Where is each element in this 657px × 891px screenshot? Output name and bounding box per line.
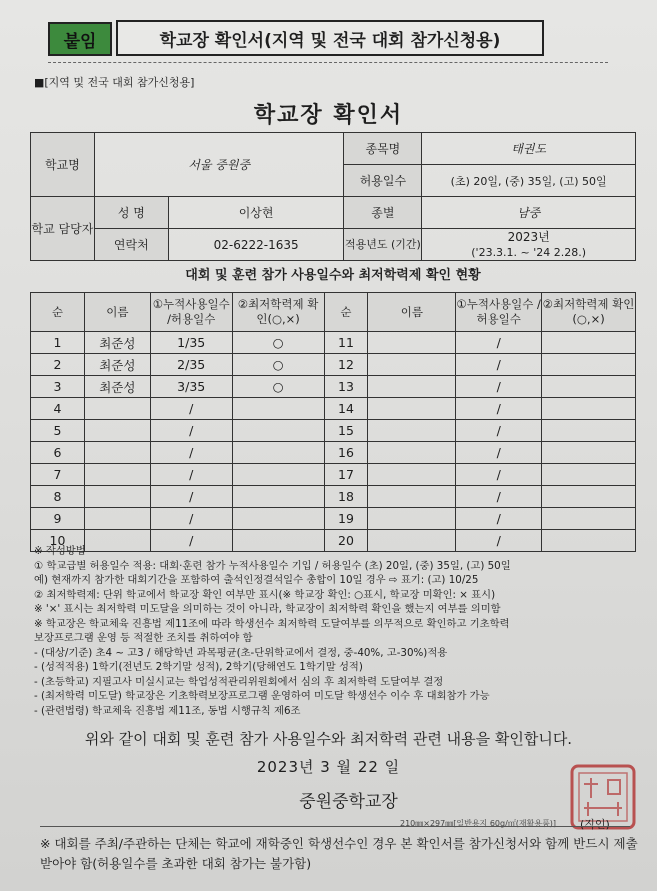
- cell-no: 8: [31, 486, 85, 508]
- cell-name: [368, 464, 456, 486]
- cell-no: 10: [31, 530, 85, 552]
- cell-days: /: [150, 464, 232, 486]
- table-row: [31, 464, 636, 486]
- year-label: 적용년도 (기간): [344, 229, 422, 261]
- cell-academic: [542, 332, 636, 354]
- cell-academic: [542, 354, 636, 376]
- header-divider: [48, 62, 608, 63]
- note-line: ※ 학교장은 학교체육 진흥법 제11조에 따라 학생선수 최저학력 도달여부를 의무적으로 확인하고 기초학력: [34, 617, 510, 630]
- cell-days: 2/35: [150, 354, 232, 376]
- header-title: 학교장 확인서(지역 및 전국 대회 참가신청용): [116, 20, 544, 56]
- cell-name: [368, 354, 456, 376]
- cell-academic: ○: [232, 332, 324, 354]
- cell-academic: [542, 464, 636, 486]
- table-row: [31, 376, 636, 398]
- cell-name: 최준성: [84, 376, 150, 398]
- cell-academic: [232, 420, 324, 442]
- cell-days: /: [150, 420, 232, 442]
- cell-academic: [232, 442, 324, 464]
- note-line: ※ '×' 표시는 최저학력 미도달을 의미하는 것이 아니라, 학교장이 최저학력 확인을 했는지 여부를 의미함: [34, 603, 501, 615]
- footer-note: ※ 대회를 주최/주관하는 단체는 학교에 재학중인 학생선수인 경우 본 확인서를 참가신청서와 함께 반드시 제출받아야 함(허용일수를 초과한 대회 참가는 불가함): [40, 836, 638, 871]
- cell-academic: [232, 508, 324, 530]
- cell-academic: [542, 442, 636, 464]
- cell-days: 1/35: [150, 332, 232, 354]
- cell-academic: [232, 398, 324, 420]
- event-value: 태권도: [422, 133, 636, 165]
- category-value: 남중: [422, 197, 636, 229]
- year-cell: [422, 229, 636, 261]
- header-no: 순: [31, 293, 85, 332]
- cell-name: [84, 442, 150, 464]
- contact-label: 학교 담당자: [31, 197, 95, 261]
- cell-no: 20: [324, 530, 368, 552]
- footer-divider: [40, 826, 630, 827]
- cell-no: 12: [324, 354, 368, 376]
- cell-no: 2: [31, 354, 85, 376]
- cell-days: /: [150, 486, 232, 508]
- paper-size: 210㎜×297㎜[일반용지 60g/㎡(재활용품)]: [400, 819, 557, 828]
- cell-no: 11: [324, 332, 368, 354]
- cell-no: 18: [324, 486, 368, 508]
- note-line: 예) 현재까지 참가한 대회기간을 포함하여 출석인정결석일수 총합이 10일 경우 ⇨ 표기: (고) 10/25: [34, 574, 479, 586]
- cell-days: /: [456, 508, 542, 530]
- cell-no: 1: [31, 332, 85, 354]
- name-label: 성 명: [94, 197, 168, 229]
- usage-title: 대회 및 훈련 참가 사용일수와 최저학력제 확인 현황: [185, 268, 481, 283]
- writing-instructions: [34, 544, 634, 718]
- cell-academic: [542, 398, 636, 420]
- name-value: 이상현: [168, 197, 344, 229]
- usage-table: [30, 292, 636, 552]
- cell-no: 3: [31, 376, 85, 398]
- header-academic: ②최저학력제 확인(○,×): [542, 293, 636, 332]
- school-label: 학교명: [31, 133, 95, 197]
- category-label: 종별: [344, 197, 422, 229]
- cell-days: /: [150, 398, 232, 420]
- cell-name: 최준성: [84, 332, 150, 354]
- header-days: ①누적사용일수 /허용일수: [150, 293, 232, 332]
- cell-days: /: [456, 486, 542, 508]
- year-value: 2023년: [507, 229, 550, 244]
- cell-days: /: [456, 530, 542, 552]
- school-value: 서울 중원중: [94, 133, 344, 197]
- cell-no: 13: [324, 376, 368, 398]
- header-no: 순: [324, 293, 368, 332]
- cell-no: 6: [31, 442, 85, 464]
- note-line: 보장프로그램 운영 등 적절한 조치를 취하여야 함: [34, 632, 253, 644]
- event-label: 종목명: [344, 133, 422, 165]
- cell-name: [368, 420, 456, 442]
- cell-academic: [542, 376, 636, 398]
- cell-academic: [542, 508, 636, 530]
- cell-academic: [232, 464, 324, 486]
- attachment-tag: 붙임: [48, 22, 112, 56]
- cell-no: 15: [324, 420, 368, 442]
- cell-days: /: [150, 442, 232, 464]
- cell-name: [368, 486, 456, 508]
- table-row: [31, 332, 636, 354]
- note-line: - (최저학력 미도달) 학교장은 기초학력보장프로그램 운영하여 미도달 학생선수 이수 후 대회참가 가능: [34, 690, 490, 702]
- cell-no: 9: [31, 508, 85, 530]
- cell-academic: [232, 486, 324, 508]
- cell-no: 5: [31, 420, 85, 442]
- note-line: ① 학교급별 허용일수 적용: 대회·훈련 참가 누적사용일수 기입 / 허용일수 (초) 20일, (중) 35일, (고) 50일: [34, 559, 511, 572]
- cell-name: [368, 332, 456, 354]
- header-academic: ②최저학력제 확인(○,×): [232, 293, 324, 332]
- sign-date: 2023년 3 월 22 일: [256, 758, 401, 776]
- cell-name: [368, 508, 456, 530]
- cell-no: 19: [324, 508, 368, 530]
- cell-days: /: [456, 464, 542, 486]
- cell-days: /: [456, 442, 542, 464]
- note-line: - (대상/기준) 초4 ~ 고3 / 해당학년 과목평균(초-단위학교에서 결정, 중-40%, 고-30%)적용: [34, 646, 448, 659]
- cell-days: /: [456, 398, 542, 420]
- cell-no: 16: [324, 442, 368, 464]
- cell-name: [84, 464, 150, 486]
- header-days: ①누적사용일수 /허용일수: [456, 293, 542, 332]
- table-row: [31, 508, 636, 530]
- header-name: 이름: [368, 293, 456, 332]
- document-title: 학교장 확인서: [253, 103, 404, 128]
- cell-academic: ○: [232, 376, 324, 398]
- year-period: ('23.3.1. ~ '24 2.28.): [471, 245, 587, 259]
- cell-days: /: [150, 508, 232, 530]
- note-line: - (초등학교) 지필고사 미실시교는 학업성적관리위원회에서 심의 후 최저학력 도달여부 결정: [34, 675, 444, 688]
- table-row: [31, 486, 636, 508]
- cell-no: 7: [31, 464, 85, 486]
- table-row: [31, 420, 636, 442]
- cell-days: /: [456, 420, 542, 442]
- cell-name: [84, 398, 150, 420]
- table-row: [31, 354, 636, 376]
- info-table: [30, 132, 636, 261]
- cell-days: /: [150, 530, 232, 552]
- phone-value: 02-6222-1635: [168, 229, 344, 261]
- header-name: 이름: [84, 293, 150, 332]
- cell-name: [84, 486, 150, 508]
- cell-days: 3/35: [150, 376, 232, 398]
- note-line: - (관련법령) 학교체육 진흥법 제11조, 동법 시행규칙 제6조: [34, 704, 301, 717]
- principal-signature: 중원중학교장: [299, 792, 398, 812]
- cell-name: [84, 420, 150, 442]
- cell-academic: [542, 420, 636, 442]
- allowed-days-label: 허용일수: [344, 165, 422, 197]
- cell-name: [368, 442, 456, 464]
- table-row: [31, 398, 636, 420]
- note-line: ※ 작성방법: [34, 545, 86, 557]
- cell-name: [84, 508, 150, 530]
- cell-name: 최준성: [84, 354, 150, 376]
- cell-no: 14: [324, 398, 368, 420]
- cell-days: /: [456, 332, 542, 354]
- cell-name: [368, 376, 456, 398]
- confirmation-statement: 위와 같이 대회 및 훈련 참가 사용일수와 최저학력 관련 내용을 확인합니다.: [84, 730, 573, 748]
- cell-no: 4: [31, 398, 85, 420]
- note-line: ② 최저학력제: 단위 학교에서 학교장 확인 여부만 표시(※ 학교장 확인: ○표시, 학교장 미확인: × 표시): [34, 588, 496, 601]
- cell-academic: ○: [232, 354, 324, 376]
- seal-label: (직인): [580, 818, 610, 831]
- cell-no: 17: [324, 464, 368, 486]
- cell-days: /: [456, 376, 542, 398]
- cell-days: /: [456, 354, 542, 376]
- cell-name: [368, 398, 456, 420]
- subheader: ■[지역 및 전국 대회 참가신청용]: [34, 76, 195, 89]
- allowed-days-value: (초) 20일, (중) 35일, (고) 50일: [422, 165, 636, 197]
- note-line: - (성적적용) 1학기(전년도 2학기말 성적), 2학기(당해연도 1학기말 성적): [34, 661, 363, 673]
- phone-label: 연락처: [94, 229, 168, 261]
- table-row: [31, 442, 636, 464]
- cell-academic: [542, 486, 636, 508]
